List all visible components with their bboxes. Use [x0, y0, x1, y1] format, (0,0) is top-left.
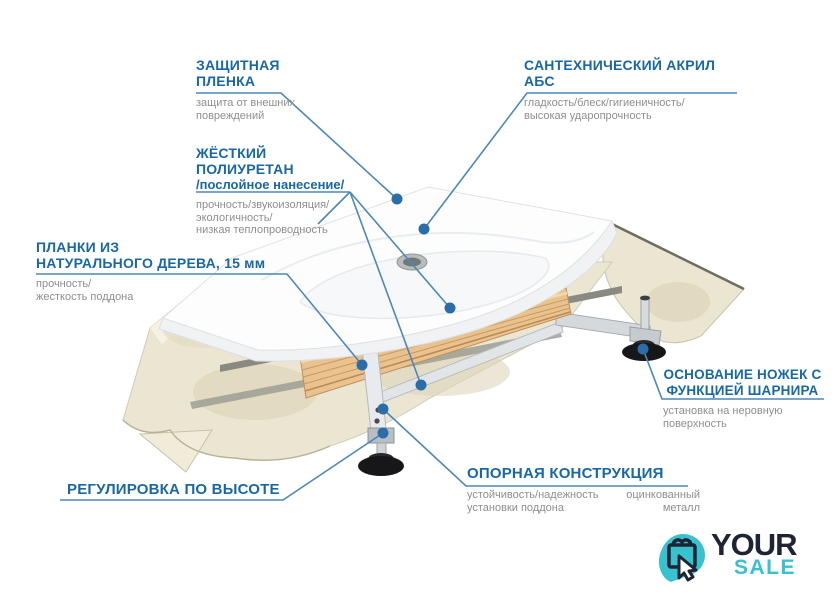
planks-dot	[357, 360, 368, 371]
height-dot	[378, 428, 389, 439]
legs-base-dot	[638, 344, 649, 355]
film-desc-line1: защита от внешних	[196, 97, 295, 109]
callout-sanitary-acrylic	[524, 57, 715, 123]
acrylic-dot	[419, 224, 430, 235]
support-note-line2: металл	[662, 502, 700, 514]
drain-hole	[403, 258, 421, 267]
planks-desc-line1: прочность/	[36, 278, 92, 290]
rod-cap	[640, 296, 650, 301]
logo-word-your: YOUR	[711, 527, 797, 562]
polyurethane-accent: /послойное нанесение/	[196, 177, 345, 192]
planks-desc-line2: жесткость поддона	[36, 291, 134, 303]
logo-wordmark	[711, 527, 797, 579]
polyurethane-desc-line3: низкая теплопроводность	[196, 224, 328, 236]
callout-rigid-polyurethane	[196, 145, 344, 237]
planks-title-line2: НАТУРАЛЬНОГО ДЕРЕВА, 15 мм	[36, 255, 266, 271]
film-title-line1: ЗАЩИТНАЯ	[196, 57, 280, 73]
callout-wooden-planks	[36, 239, 265, 304]
front-foot-disc	[358, 456, 404, 476]
legs-base-title-line1: ОСНОВАНИЕ НОЖЕК С	[663, 367, 822, 382]
support-note-line1: оцинкованный	[626, 489, 700, 501]
callout-height-adjustment	[67, 481, 280, 499]
polyurethane-dot-lower	[416, 380, 427, 391]
support-title: ОПОРНАЯ КОНСТРУКЦИЯ	[467, 465, 664, 482]
polyurethane-title-line1: ЖЁСТКИЙ	[196, 145, 267, 161]
support-desc-line1: устойчивость/надежность	[467, 489, 599, 501]
legs-base-desc-line1: установка на неровную	[663, 405, 783, 417]
polyurethane-dot-upper	[445, 303, 456, 314]
legs-base-title-line2: ФУНКЦИЕЙ ШАРНИРА	[666, 382, 819, 398]
acrylic-title-line2: АБС	[524, 73, 555, 89]
support-note-column	[626, 489, 700, 515]
support-dot	[378, 404, 389, 415]
support-desc-column	[467, 489, 599, 515]
planks-title-line1: ПЛАНКИ ИЗ	[36, 239, 120, 255]
foam-texture-patch	[646, 282, 710, 322]
brand-logo	[657, 527, 797, 588]
height-title: РЕГУЛИРОВКА ПО ВЫСОТЕ	[67, 481, 280, 498]
acrylic-title-line1: САНТЕХНИЧЕСКИЙ АКРИЛ	[524, 57, 716, 73]
callout-legs-base	[655, 367, 830, 431]
film-dot	[392, 194, 403, 205]
acrylic-desc-line1: гладкость/блеск/гигиеничность/	[524, 97, 685, 109]
polyurethane-desc-line1: прочность/звукоизоляция/	[196, 199, 330, 211]
acrylic-desc-line2: высокая ударопрочность	[524, 110, 652, 122]
hand-shopping-bag-icon	[657, 530, 709, 588]
film-title-line2: ПЛЕНКА	[196, 73, 256, 89]
polyurethane-desc-line2: экологичность/	[196, 211, 273, 224]
polyurethane-title-line2: ПОЛИУРЕТАН	[196, 161, 294, 177]
legs-base-desc-line2: поверхность	[663, 418, 727, 430]
callout-protective-film	[196, 57, 295, 123]
strut-hole	[374, 418, 379, 423]
callout-support-structure	[467, 465, 700, 515]
film-desc-line2: повреждений	[196, 110, 265, 122]
right-leg-threaded-rod	[641, 298, 649, 330]
logo-word-sale: SALE	[734, 556, 797, 579]
support-desc-line2: установки поддона	[467, 502, 564, 514]
